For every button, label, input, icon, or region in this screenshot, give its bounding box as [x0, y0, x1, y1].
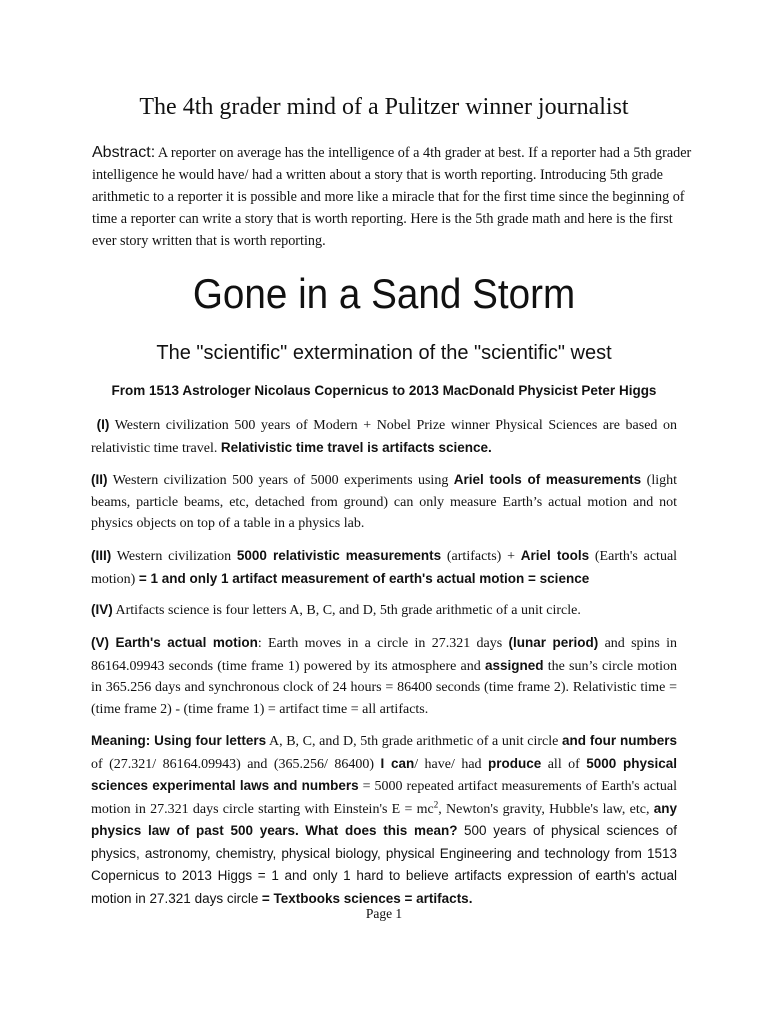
paragraph-number: (V) Earth's actual motion: [91, 635, 258, 650]
paragraph-number: (IV): [91, 602, 113, 617]
paragraph-3: [91, 545, 677, 590]
subsubheadline: From 1513 Astrologer Nicolaus Copernicus to 2013 MacDonald Physicist Peter Higgs: [111, 383, 657, 398]
paragraph-text: / have/ had: [414, 756, 482, 772]
paragraph-condensed: What does this mean?: [305, 823, 458, 838]
paragraph-text: (Earth's actual motion): [91, 549, 678, 587]
abstract-label: Abstract:: [92, 144, 156, 161]
paragraph-condensed: 500 years of physical sciences of physics, astronomy, chemistry, physical biology, physical Engineering and technology from 1513 Copernicus to 2013 Higgs = 1 and only 1 hard to believe artifacts expression of earth's actual motion in 27.321 days circle: [91, 823, 677, 906]
paragraph-5: [91, 632, 677, 720]
abstract: [92, 142, 692, 252]
page-title: The 4th grader mind of a Pulitzer winner journalist: [139, 94, 629, 120]
paragraph-text: Artifacts science is four letters A, B, C, and D, 5th grade arithmetic of a unit circle.: [115, 603, 581, 618]
paragraph-bold: 5000 relativistic measurements: [236, 548, 442, 563]
paragraph-text: Western civilization 500 years of 5000 experiments using: [112, 473, 449, 488]
abstract-text: A reporter on average has the intelligence of a 4th grader at best. If a reporter had a 5th grader intelligence he would have/ had a written about a story that is worth reporting. Introducing 5th grade arithmetic to a reporter it is possible and more like a miracle that for the first time since the beginning of time a reporter can write a story that is worth reporting. Here is the 5th grade math and here is the first ever story written that is worth reporting.: [92, 145, 692, 249]
paragraph-text: A, B, C, and D, 5th grade arithmetic of a unit circle: [268, 734, 559, 749]
paragraph-bold: (lunar period): [508, 635, 599, 650]
paragraph-text: Western civilization: [116, 549, 232, 564]
paragraph-bold: Relativistic time travel is artifacts science.: [220, 439, 492, 455]
paragraph-number: (III): [91, 548, 112, 563]
paragraph-number: (II): [91, 472, 108, 487]
paragraph-text: Western civilization 500 years of Modern + Nobel Prize winner Physical Sciences are based on relativistic time travel.: [91, 418, 678, 456]
paragraph-bold: any physics law of past 500 years.: [91, 800, 678, 838]
paragraph-bold: Meaning: Using four letters: [91, 733, 267, 748]
paragraph-1: [91, 414, 677, 459]
paragraph-text: all of: [547, 756, 580, 772]
paragraph-number: (I): [96, 417, 110, 432]
paragraph-text: and spins in 86164.09943 seconds (time frame 1) powered by its atmosphere and: [91, 636, 678, 674]
paragraph-bold: assigned: [484, 657, 544, 673]
paragraph-6: [91, 730, 677, 910]
paragraph-text: (artifacts) +: [446, 549, 515, 564]
paragraph-bold: = 1 and only 1 artifact measurement of earth's actual motion = science: [138, 570, 590, 586]
paragraph-text: : Earth moves in a circle in 27.321 days: [257, 636, 503, 651]
paragraph-text: of (27.321/ 86164.09943) and (365.256/ 86400): [91, 756, 375, 772]
page-number: Page 1: [365, 906, 403, 921]
paragraph-bold: = Textbooks sciences = artifacts.: [261, 890, 473, 906]
paragraph-bold: produce: [488, 755, 542, 771]
paragraph-2: [91, 469, 677, 535]
paragraph-text: the sun’s circle motion in 365.256 days and synchronous clock of 24 hours = 86400 seconds (time frame 2). Relativistic time = (time frame 2) - (time frame 1) = artifact time = all artifacts.: [91, 658, 677, 717]
paragraph-bold: Ariel tools: [520, 548, 590, 563]
paragraph-bold: I can: [380, 755, 415, 771]
paragraph-bold: Ariel tools of measurements: [453, 472, 642, 487]
paragraph-text: = 5000 repeated artifact measurements of Earth's actual motion in 27.321 days circle starting with Einstein's E = mc: [91, 779, 677, 817]
subheadline: The "scientific" extermination of the "scientific" west: [156, 342, 612, 364]
paragraph-bold: and four numbers: [562, 733, 677, 748]
superscript: 2: [433, 798, 439, 809]
paragraph-text: , Newton's gravity, Hubble's law, etc,: [438, 801, 650, 817]
paragraph-bold: 5000 physical sciences experimental laws and numbers: [91, 755, 678, 793]
paragraph-4: [91, 599, 677, 622]
headline: Gone in a Sand Storm: [192, 270, 576, 317]
paragraph-text: (light beams, particle beams, etc, detached from ground) can only measure Earth’s actual motion and not physics objects on top of a table in a physics lab.: [91, 473, 677, 531]
